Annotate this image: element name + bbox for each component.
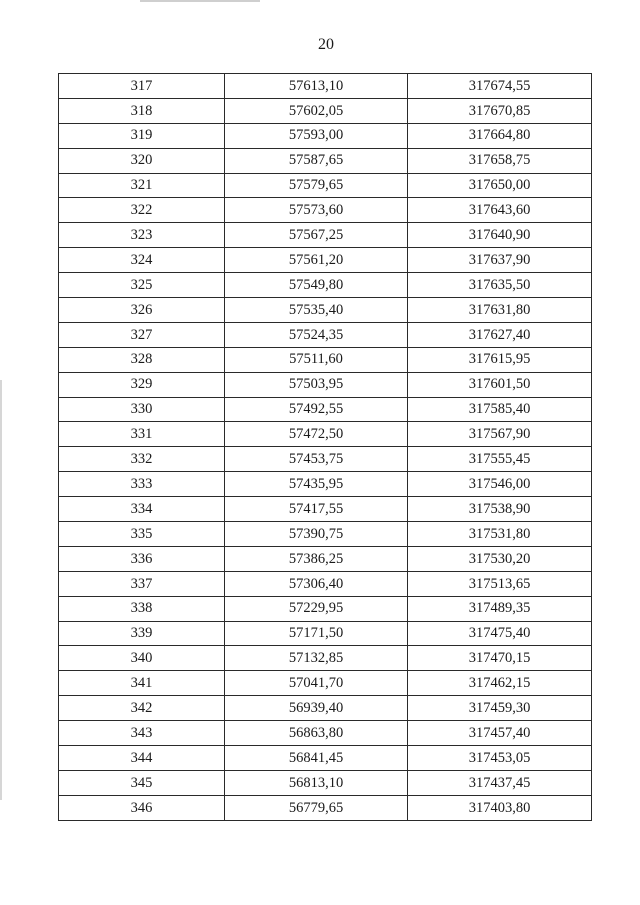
- point-number-cell: 329: [59, 372, 225, 397]
- point-number-cell: 336: [59, 546, 225, 571]
- y-coordinate-cell: 317615,95: [408, 347, 592, 372]
- y-coordinate-cell: 317640,90: [408, 223, 592, 248]
- point-number-cell: 344: [59, 746, 225, 771]
- point-number-cell: 319: [59, 123, 225, 148]
- coordinates-table-body: [59, 74, 592, 821]
- x-coordinate-cell: 57567,25: [225, 223, 408, 248]
- table-row: [59, 795, 592, 820]
- x-coordinate-cell: 56939,40: [225, 696, 408, 721]
- coordinates-table: [58, 73, 592, 821]
- x-coordinate-cell: 57535,40: [225, 298, 408, 323]
- point-number-cell: 341: [59, 671, 225, 696]
- table-row: [59, 696, 592, 721]
- x-coordinate-cell: 57524,35: [225, 322, 408, 347]
- y-coordinate-cell: 317670,85: [408, 98, 592, 123]
- y-coordinate-cell: 317567,90: [408, 422, 592, 447]
- y-coordinate-cell: 317631,80: [408, 298, 592, 323]
- y-coordinate-cell: 317459,30: [408, 696, 592, 721]
- table-row: [59, 596, 592, 621]
- point-number-cell: 322: [59, 198, 225, 223]
- table-row: [59, 223, 592, 248]
- table-row: [59, 721, 592, 746]
- x-coordinate-cell: 57593,00: [225, 123, 408, 148]
- x-coordinate-cell: 57472,50: [225, 422, 408, 447]
- point-number-cell: 326: [59, 298, 225, 323]
- x-coordinate-cell: 57511,60: [225, 347, 408, 372]
- point-number-cell: 330: [59, 397, 225, 422]
- point-number-cell: 328: [59, 347, 225, 372]
- table-row: [59, 347, 592, 372]
- y-coordinate-cell: 317513,65: [408, 571, 592, 596]
- point-number-cell: 324: [59, 248, 225, 273]
- y-coordinate-cell: 317489,35: [408, 596, 592, 621]
- scan-artifact-top: [140, 0, 260, 2]
- y-coordinate-cell: 317457,40: [408, 721, 592, 746]
- point-number-cell: 337: [59, 571, 225, 596]
- point-number-cell: 321: [59, 173, 225, 198]
- x-coordinate-cell: 56863,80: [225, 721, 408, 746]
- table-row: [59, 546, 592, 571]
- table-row: [59, 98, 592, 123]
- table-row: [59, 770, 592, 795]
- y-coordinate-cell: 317531,80: [408, 522, 592, 547]
- table-row: [59, 298, 592, 323]
- point-number-cell: 342: [59, 696, 225, 721]
- x-coordinate-cell: 57549,80: [225, 273, 408, 298]
- x-coordinate-cell: 57386,25: [225, 546, 408, 571]
- y-coordinate-cell: 317475,40: [408, 621, 592, 646]
- y-coordinate-cell: 317462,15: [408, 671, 592, 696]
- x-coordinate-cell: 57390,75: [225, 522, 408, 547]
- table-row: [59, 372, 592, 397]
- y-coordinate-cell: 317635,50: [408, 273, 592, 298]
- point-number-cell: 333: [59, 472, 225, 497]
- y-coordinate-cell: 317650,00: [408, 173, 592, 198]
- x-coordinate-cell: 57561,20: [225, 248, 408, 273]
- table-row: [59, 522, 592, 547]
- y-coordinate-cell: 317637,90: [408, 248, 592, 273]
- page-number: 20: [318, 36, 334, 53]
- point-number-cell: 323: [59, 223, 225, 248]
- table-row: [59, 746, 592, 771]
- y-coordinate-cell: 317585,40: [408, 397, 592, 422]
- x-coordinate-cell: 56813,10: [225, 770, 408, 795]
- x-coordinate-cell: 57171,50: [225, 621, 408, 646]
- table-row: [59, 148, 592, 173]
- x-coordinate-cell: 57492,55: [225, 397, 408, 422]
- table-row: [59, 273, 592, 298]
- point-number-cell: 335: [59, 522, 225, 547]
- point-number-cell: 320: [59, 148, 225, 173]
- x-coordinate-cell: 56779,65: [225, 795, 408, 820]
- table-row: [59, 621, 592, 646]
- table-row: [59, 173, 592, 198]
- point-number-cell: 317: [59, 74, 225, 99]
- x-coordinate-cell: 57579,65: [225, 173, 408, 198]
- point-number-cell: 340: [59, 646, 225, 671]
- x-coordinate-cell: 57229,95: [225, 596, 408, 621]
- point-number-cell: 332: [59, 447, 225, 472]
- y-coordinate-cell: 317658,75: [408, 148, 592, 173]
- x-coordinate-cell: 57573,60: [225, 198, 408, 223]
- x-coordinate-cell: 57503,95: [225, 372, 408, 397]
- table-row: [59, 123, 592, 148]
- point-number-cell: 338: [59, 596, 225, 621]
- scan-artifact-left-edge: [0, 380, 2, 800]
- x-coordinate-cell: 57587,65: [225, 148, 408, 173]
- table-row: [59, 646, 592, 671]
- point-number-cell: 318: [59, 98, 225, 123]
- y-coordinate-cell: 317643,60: [408, 198, 592, 223]
- table-row: [59, 74, 592, 99]
- y-coordinate-cell: 317403,80: [408, 795, 592, 820]
- table-row: [59, 198, 592, 223]
- point-number-cell: 327: [59, 322, 225, 347]
- point-number-cell: 339: [59, 621, 225, 646]
- y-coordinate-cell: 317555,45: [408, 447, 592, 472]
- table-row: [59, 248, 592, 273]
- y-coordinate-cell: 317664,80: [408, 123, 592, 148]
- x-coordinate-cell: 57306,40: [225, 571, 408, 596]
- x-coordinate-cell: 57132,85: [225, 646, 408, 671]
- y-coordinate-cell: 317674,55: [408, 74, 592, 99]
- table-row: [59, 322, 592, 347]
- point-number-cell: 325: [59, 273, 225, 298]
- x-coordinate-cell: 57602,05: [225, 98, 408, 123]
- table-row: [59, 397, 592, 422]
- point-number-cell: 331: [59, 422, 225, 447]
- table-row: [59, 422, 592, 447]
- y-coordinate-cell: 317437,45: [408, 770, 592, 795]
- x-coordinate-cell: 57041,70: [225, 671, 408, 696]
- x-coordinate-cell: 57435,95: [225, 472, 408, 497]
- table-row: [59, 671, 592, 696]
- y-coordinate-cell: 317546,00: [408, 472, 592, 497]
- y-coordinate-cell: 317530,20: [408, 546, 592, 571]
- table-row: [59, 497, 592, 522]
- table-row: [59, 447, 592, 472]
- y-coordinate-cell: 317470,15: [408, 646, 592, 671]
- x-coordinate-cell: 57453,75: [225, 447, 408, 472]
- y-coordinate-cell: 317538,90: [408, 497, 592, 522]
- x-coordinate-cell: 56841,45: [225, 746, 408, 771]
- point-number-cell: 343: [59, 721, 225, 746]
- x-coordinate-cell: 57613,10: [225, 74, 408, 99]
- table-row: [59, 472, 592, 497]
- y-coordinate-cell: 317601,50: [408, 372, 592, 397]
- point-number-cell: 346: [59, 795, 225, 820]
- point-number-cell: 345: [59, 770, 225, 795]
- y-coordinate-cell: 317627,40: [408, 322, 592, 347]
- x-coordinate-cell: 57417,55: [225, 497, 408, 522]
- point-number-cell: 334: [59, 497, 225, 522]
- y-coordinate-cell: 317453,05: [408, 746, 592, 771]
- table-row: [59, 571, 592, 596]
